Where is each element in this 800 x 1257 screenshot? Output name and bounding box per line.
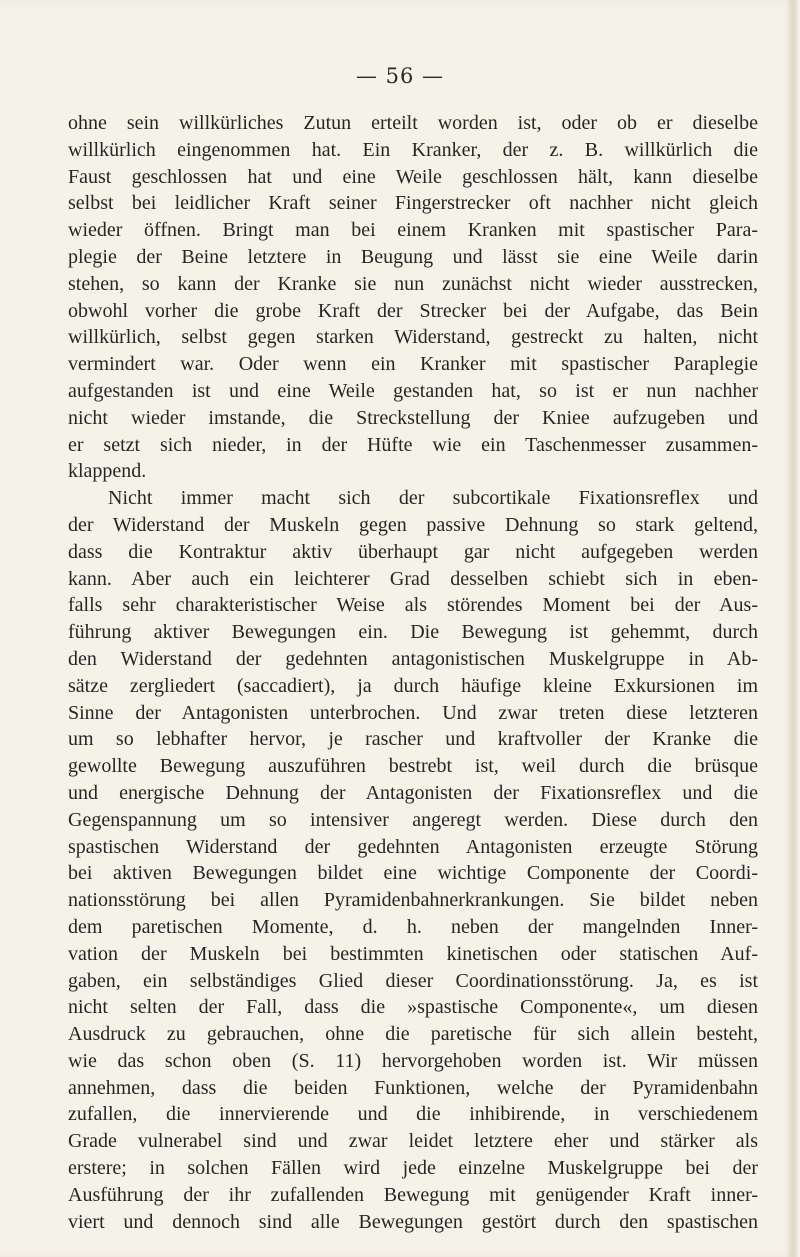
- text-line: annehmen, dass die beiden Funktionen, welche der Pyramidenbahn: [68, 1076, 758, 1099]
- text-line: Ausdruck zu gebrauchen, ohne die paretische für sich allein besteht,: [68, 1023, 758, 1046]
- text-line: gaben, ein selbständiges Glied dieser Coordinationsstörung. Ja, es ist: [68, 969, 758, 992]
- text-line: vermindert war. Oder wenn ein Kranker mit spastischer Paraplegie: [68, 353, 758, 376]
- text-line: wieder öffnen. Bringt man bei einem Kranken mit spastischer Para-: [68, 219, 758, 242]
- text-line: um so lebhafter hervor, je rascher und kraftvoller der Kranke die: [68, 728, 758, 751]
- text-line: zufallen, die innervierende und die inhibirende, in verschiedenem: [68, 1103, 758, 1126]
- text-line: bei aktiven Bewegungen bildet eine wichtige Componente der Coordi-: [68, 862, 758, 885]
- text-line: nationsstörung bei allen Pyramidenbahnerkrankungen. Sie bildet neben: [68, 889, 758, 912]
- text-line: er setzt sich nieder, in der Hüfte wie ein Taschenmesser zusammen-: [68, 433, 758, 456]
- text-line: erstere; in solchen Fällen wird jede einzelne Muskelgruppe bei der: [68, 1157, 758, 1180]
- text-line: Ausführung der ihr zufallenden Bewegung mit genügender Kraft inner-: [68, 1183, 758, 1206]
- text-line: stehen, so kann der Kranke sie nun zunächst nicht wieder ausstrecken,: [68, 272, 758, 295]
- text-line: den Widerstand der gedehnten antagonistischen Muskelgruppe in Ab-: [68, 647, 758, 670]
- text-line: und energische Dehnung der Antagonisten der Fixationsreflex und die: [68, 781, 758, 804]
- text-line: viert und dennoch sind alle Bewegungen gestört durch den spastischen: [68, 1210, 758, 1233]
- text-line: vation der Muskeln bei bestimmten kinetischen oder statischen Auf-: [68, 942, 758, 965]
- text-line: aufgestanden ist und eine Weile gestanden hat, so ist er nun nachher: [68, 379, 758, 402]
- text-line: Gegenspannung um so intensiver angeregt werden. Diese durch den: [68, 808, 758, 831]
- text-line: obwohl vorher die grobe Kraft der Strecker bei der Aufgabe, das Bein: [68, 299, 758, 322]
- text-line: dass die Kontraktur aktiv überhaupt gar nicht aufgegeben werden: [68, 540, 758, 563]
- text-line: ohne sein willkürliches Zutun erteilt worden ist, oder ob er dieselbe: [68, 112, 758, 134]
- text-line: Nicht immer macht sich der subcortikale Fixationsreflex und: [108, 487, 758, 510]
- text-line: plegie der Beine letztere in Beugung und lässt sie eine Weile darin: [68, 245, 758, 268]
- text-line: kann. Aber auch ein leichterer Grad desselben schiebt sich in eben-: [68, 567, 758, 590]
- text-line: wie das schon oben (S. 11) hervorgehoben worden ist. Wir müssen: [68, 1049, 758, 1072]
- text-line: der Widerstand der Muskeln gegen passive Dehnung so stark geltend,: [68, 513, 758, 536]
- body-text: [68, 110, 758, 1235]
- text-line: selbst bei leidlicher Kraft seiner Fingerstrecker oft nachher nicht gleich: [68, 192, 758, 215]
- text-line: willkürlich eingenommen hat. Ein Kranker, der z. B. willkürlich die: [68, 138, 758, 161]
- text-line: führung aktiver Bewegungen ein. Die Bewegung ist gehemmt, durch: [68, 621, 758, 644]
- text-line: Faust geschlossen hat und eine Weile geschlossen hält, kann dieselbe: [68, 165, 758, 188]
- text-line: willkürlich, selbst gegen starken Widerstand, gestreckt zu halten, nicht: [68, 326, 758, 349]
- text-line: nicht selten der Fall, dass die »spastische Componente«, um diesen: [68, 996, 758, 1019]
- text-line: gewollte Bewegung auszuführen bestrebt ist, weil durch die brüsque: [68, 755, 758, 778]
- text-line: klappend.: [68, 460, 147, 483]
- page-edge-shadow: [786, 0, 800, 1257]
- text-line: Grade vulnerabel sind und zwar leidet letztere eher und stärker als: [68, 1130, 758, 1153]
- text-line: Sinne der Antagonisten unterbrochen. Und zwar treten diese letzteren: [68, 701, 758, 724]
- text-line: nicht wieder imstande, die Streckstellung der Kniee aufzugeben und: [68, 406, 758, 429]
- text-line: sätze zergliedert (saccadiert), ja durch häufige kleine Exkursionen im: [68, 674, 758, 697]
- text-line: spastischen Widerstand der gedehnten Antagonisten erzeugte Störung: [68, 835, 758, 858]
- text-line: falls sehr charakteristischer Weise als störendes Moment bei der Aus-: [68, 594, 758, 617]
- text-line: dem paretischen Momente, d. h. neben der mangelnden Inner-: [68, 915, 758, 938]
- page-number: — 56 —: [355, 64, 445, 88]
